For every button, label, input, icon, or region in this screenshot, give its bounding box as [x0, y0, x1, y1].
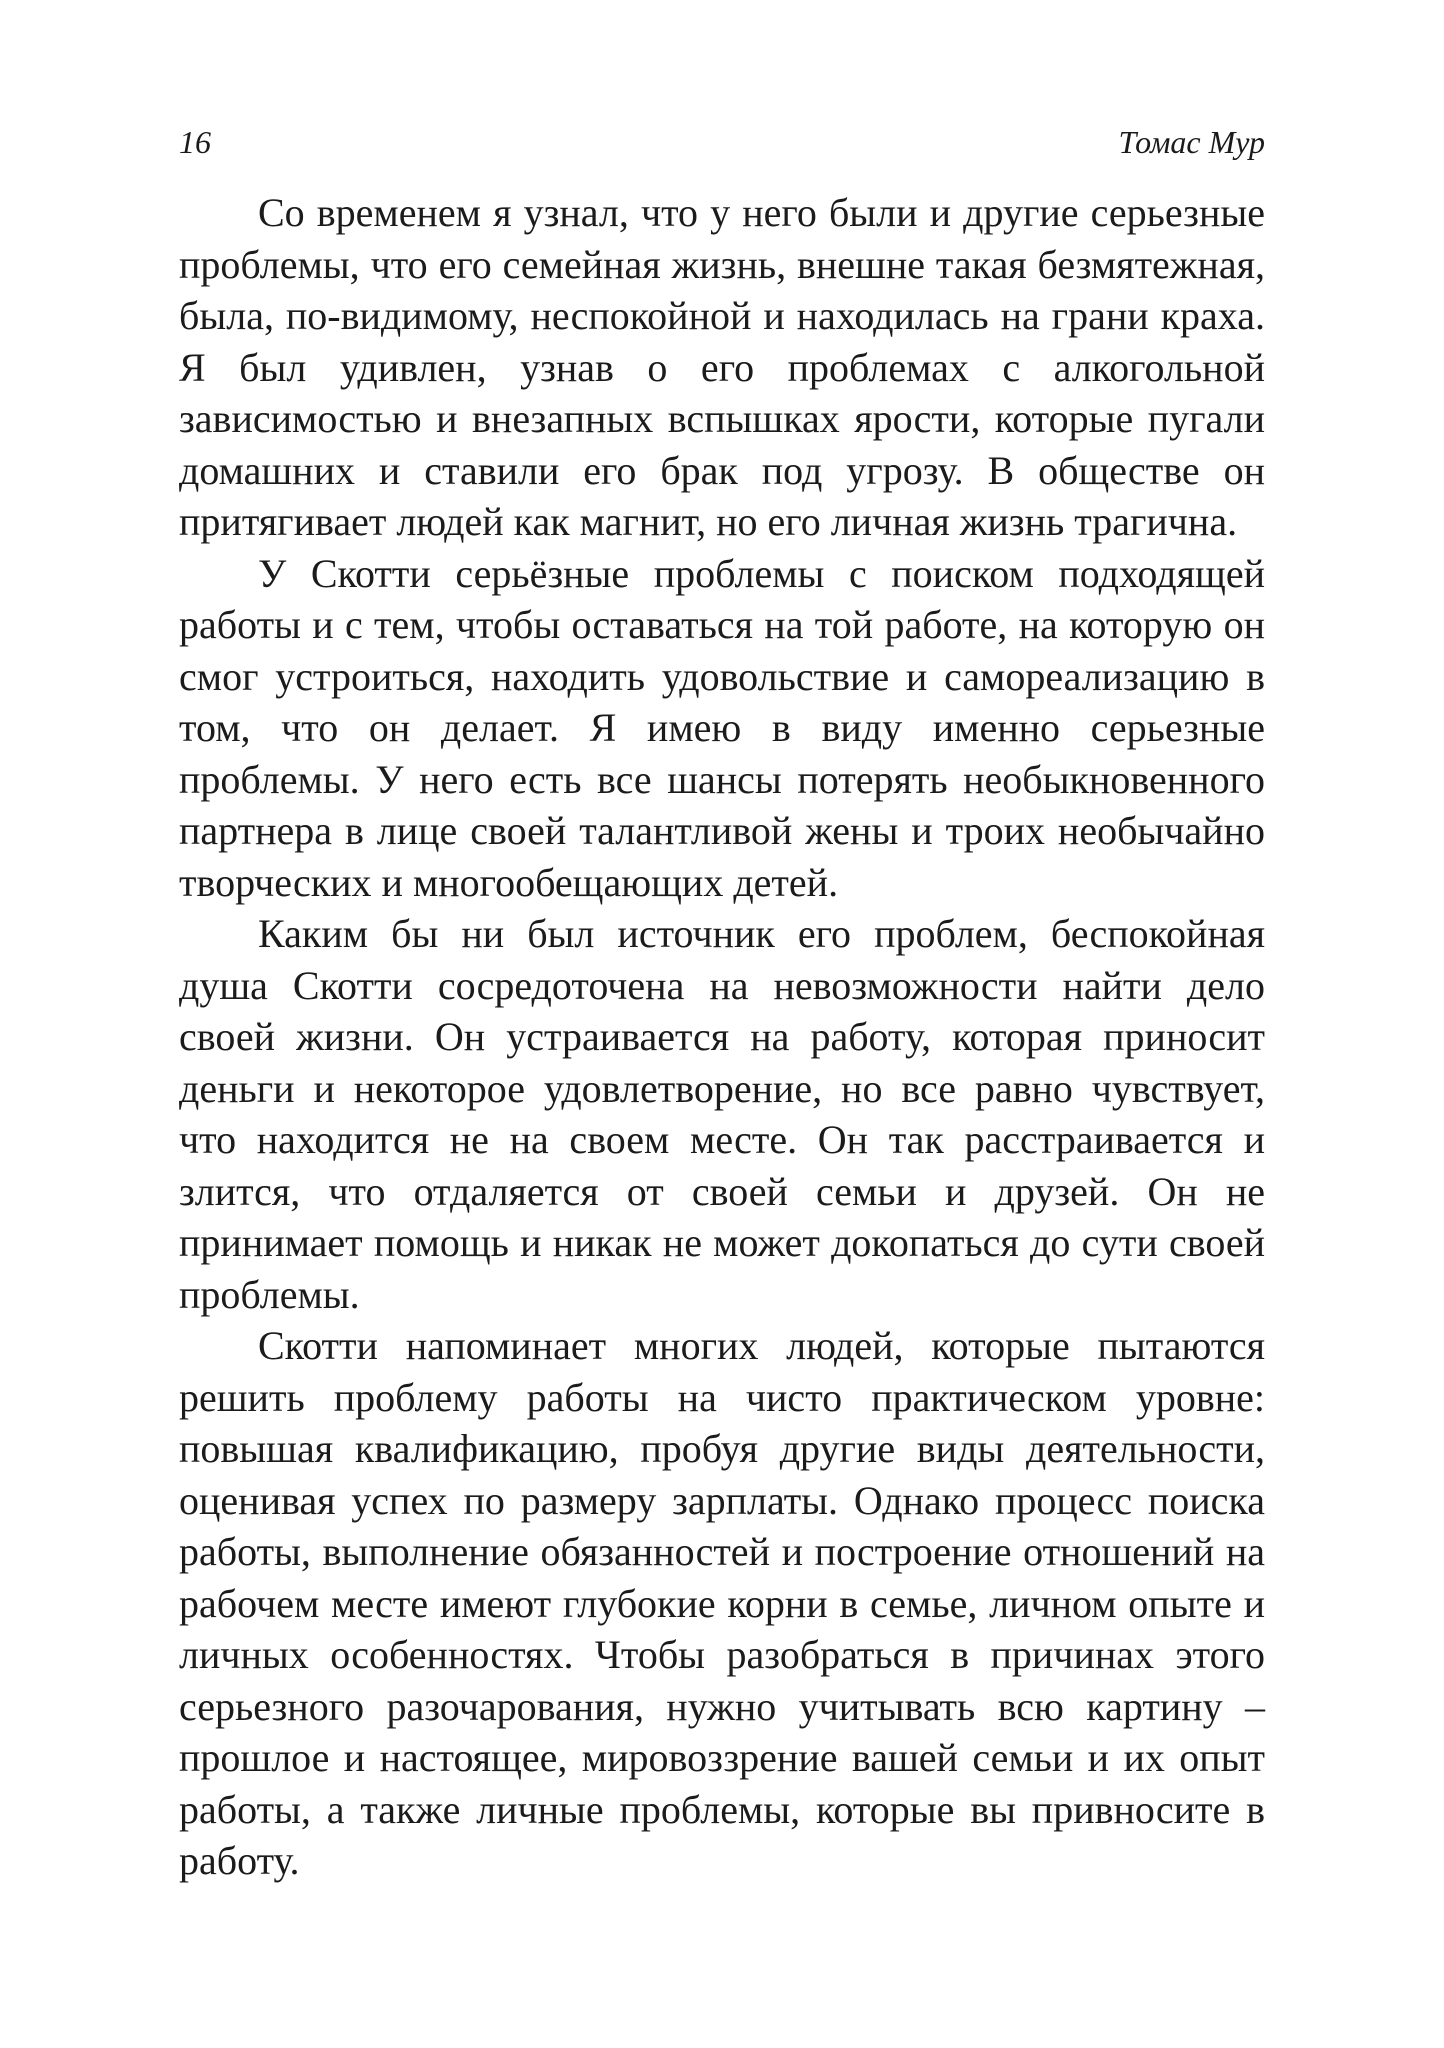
paragraph: Каким бы ни был источник его проблем, беспокойная душа Скотти сосредоточена на невозможности найти дело своей жизни. Он устраивается на работу, которая приносит деньги и некоторое удовлетворение, но все равно чувствует, что находится не на своем месте. Он так расстраивается и злится, что отдаляется от своей семьи и друзей. Он не принимает помощь и никак не может докопаться до сути своей проблемы.: [179, 911, 1265, 1317]
paragraph: У Скотти серьёзные проблемы с поиском подходящей работы и с тем, чтобы оставаться на той работе, на которую он смог устроиться, находить удовольствие и самореализацию в том, что он делает. Я имею в виду именно серьезные проблемы. У него есть все шансы потерять необыкновенного партнера в лице своей талантливой жены и троих необычайно творческих и многообещающих детей.: [179, 550, 1265, 905]
running-header-author: Томас Мур: [1118, 124, 1265, 160]
paragraph: Со временем я узнал, что у него были и другие серьезные проблемы, что его семейная жизнь, внешне такая безмятежная, была, по-видимому, неспокойной и находилась на грани краха. Я был удивлен, узнав о его проблемах с алкогольной зависимостью и внезапных вспышках ярости, которые пугали домашних и ставили его брак под угрозу. В обществе он притягивает людей как магнит, но его личная жизнь трагична.: [179, 190, 1265, 544]
body-text: [179, 187, 1265, 1887]
paragraph: Скотти напоминает многих людей, которые пытаются решить проблему работы на чисто практическом уровне: повышая квалификацию, пробуя другие виды деятельности, оценивая успех по размеру зарплаты. Однако процесс поиска работы, выполнение обязанностей и построение отношений на рабочем месте имеют глубокие корни в семье, личном опыте и личных особенностях. Чтобы разобраться в причинах этого серьезного разочарования, нужно учитывать всю картину – прошлое и настоящее, мировоззрение вашей семьи и их опыт работы, а также личные проблемы, которые вы привносите в работу.: [179, 1323, 1265, 1883]
page-number: 16: [179, 124, 211, 160]
running-header: [179, 118, 1265, 166]
